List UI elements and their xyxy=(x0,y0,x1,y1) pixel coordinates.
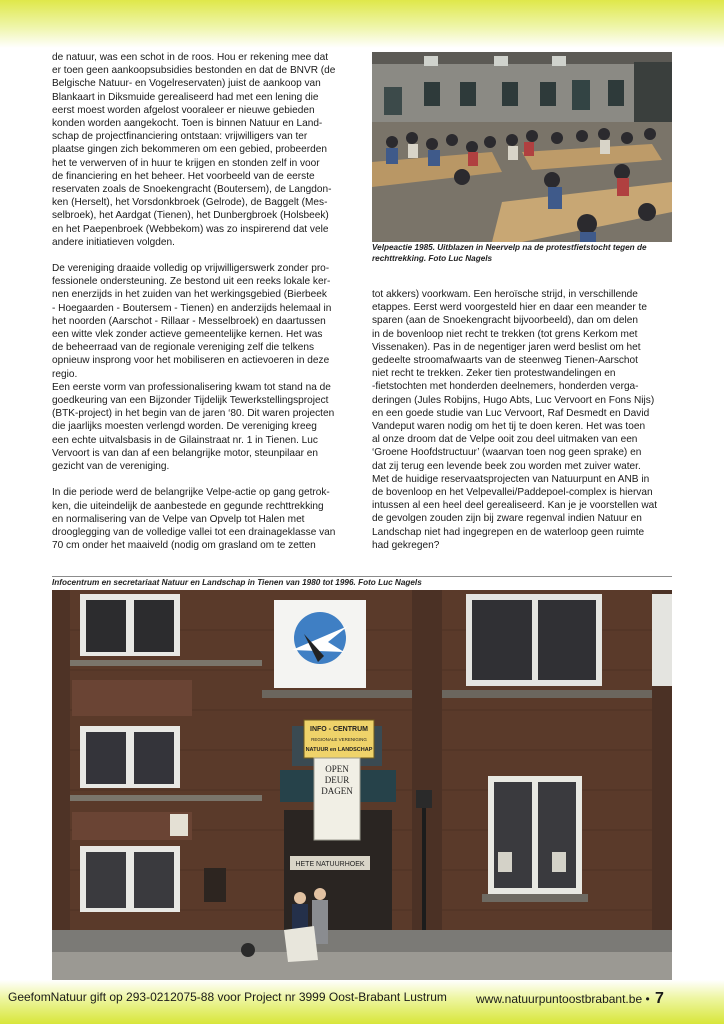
website-link[interactable]: www.natuurpuntoostbrabant.be xyxy=(476,992,643,1006)
paragraph: In die periode werd de belangrijke Velpe-actie op gang getrok- ken, die uiteindelijk de aanbestede en gegunde rechttrekking en normalisering van de Velpe van Opvelp tot Halen met drooglegging van de volledige vallei tot een drainageklasse van 70 cm onder het maaiveld (nodig om grasland om te zetten xyxy=(52,487,336,552)
info-sign-line1: INFO - CENTRUM xyxy=(310,726,368,733)
page-number: 7 xyxy=(655,990,664,1007)
article-left-column xyxy=(52,51,357,552)
paragraph: de natuur, was een schot in de roos. Hou er rekening mee dat er toen geen aankoopsubsidies bestonden en dat de BNVR (de Belgische Natuur- en Vogelreservaten) juist de aankoop van Blankaart in Diksmuide gerealiseerd had met een lening die eerst moest worden afgelost vooraleer er nieuwe gebieden konden worden aangekocht. Toen is binnen Natuur en Land- schap de projectfinanciering ontstaan: vrijwilligers van ter plaatse gingen zich bekommeren om een gebied, probeerden het te verwerven of in huur te krijgen en stonden zelf in voor de financiering en het beheer. Het voorbeeld van de eerste reservaten zoals de Snoekengracht (Boutersem), de Langdon- ken (Herselt), het Vorsdonkbroek (Gelrode), de Baggelt (Mes- selbroek), het Aardgat (Tienen), het Dunbergbroek (Holsbeek) en het Paepenbroek (Webbekom) was zo inspirerend dat vele andere initiatieven volgden. xyxy=(52,52,336,248)
footer-separator: • xyxy=(645,992,650,1006)
caption-bottom-photo: Infocentrum en secretariaat Natuur en Landschap in Tienen van 1980 tot 1996. Foto Luc Nagels xyxy=(52,578,422,587)
paragraph: Een eerste vorm van professionalisering kwam tot stand na de goedkeuring van een Bijzonder Tijdelijk Tewerkstellingsproject (BTK-project) in het begin van de jaren ‘80. Dit waren projecten die jaarlijks moesten verlengd worden. De vereniging kreeg een echte uitvalsbasis in de Gilainstraat nr. 1 in Tienen. Luc Vervoort is van dan af een belangrijke motor, steunpilaar en gezicht van de vereniging. xyxy=(52,381,335,473)
banner-line1: OPEN xyxy=(325,764,349,774)
banner-line3: DAGEN xyxy=(321,786,353,796)
banner-line2: DEUR xyxy=(324,775,350,785)
shop-sign-text: HETE NATUURHOEK xyxy=(295,861,365,868)
caption-top-photo: Velpeactie 1985. Uitblazen in Neervelp na de protestfietstocht tegen de rechttrekking. Foto Luc Nagels xyxy=(372,243,647,263)
footer-donation-text: GeefomNatuur gift op 293-0212075-88 voor Project nr 3999 Oost-Brabant Lustrum xyxy=(8,990,447,1004)
info-sign-line2: REGIONALE VERENIGING xyxy=(311,737,367,742)
photo-velpeactie xyxy=(372,52,672,242)
paragraph: De vereniging draaide volledig op vrijwilligerswerk zonder pro- fessionele ondersteuning. Ze bestond uit een reeks lokale ker- nen enerzijds in het zuiden van het werkingsgebied (Bierbeek - Hoegaarden - Boutersem - Tienen) en anderzijds helemaal in het noorden (Aarschot - Rillaar - Messelbroek) en daartussen een witte vlek zonder actieve gemeentelijke kernen. Het was de beheerraad van de regionale vereniging zelf die telkens opnieuw insprong voor het mobiliseren en actievoeren in deze regio. xyxy=(52,263,332,380)
caption-rule xyxy=(52,576,672,577)
paragraph: tot akkers) voorkwam. Een heroïsche strijd, in verschillende etappes. Eerst werd voorgesteld hier en daar een meander te sparen (aan de Snoekengracht bijvoorbeeld), dan om delen in de bovenloop niet recht te trekken (tot grens Kerkom met Vissenaken). Pas in de negentiger jaren werd beslist om het gedeelte stroomafwaarts van de steenweg Tienen-Aarschot niet recht te trekken. Zeker tien protestwandelingen en -fietstochten met honderden deelnemers, honderden verga- deringen (Jules Robijns, Hugo Abts, Luc Vervoort en Fons Nijs) en een goede studie van Luc Vervoort, Raf Desmedt en David Vandeput waren nodig om het tij te doen keren. Het was toen al onze droom dat de Velpe ooit zou deel uitmaken van een ‘Groene Hoofdstructuur’ (waarvan toen nog geen sprake) en dat zij terug een levende beek zou worden met zuiver water. Met de huidige reservaatsprojecten van Natuurpunt en ANB in de bovenloop en het Velpevallei/Paddepoel-complex is hiervan intussen al een heel deel gerealiseerd. Kan je je voorstellen wat de gevolgen zouden zijn bij zware regenval indien Natuur en Landschap niet had ingegrepen en de waterloop geen ruimte had gekregen? xyxy=(372,289,658,551)
top-green-band xyxy=(0,0,724,48)
info-sign-line3: NATUUR en LANDSCHAP xyxy=(305,747,373,753)
footer-website xyxy=(476,990,664,1008)
photo-infocentrum xyxy=(52,590,672,980)
article-right-column xyxy=(372,288,672,552)
